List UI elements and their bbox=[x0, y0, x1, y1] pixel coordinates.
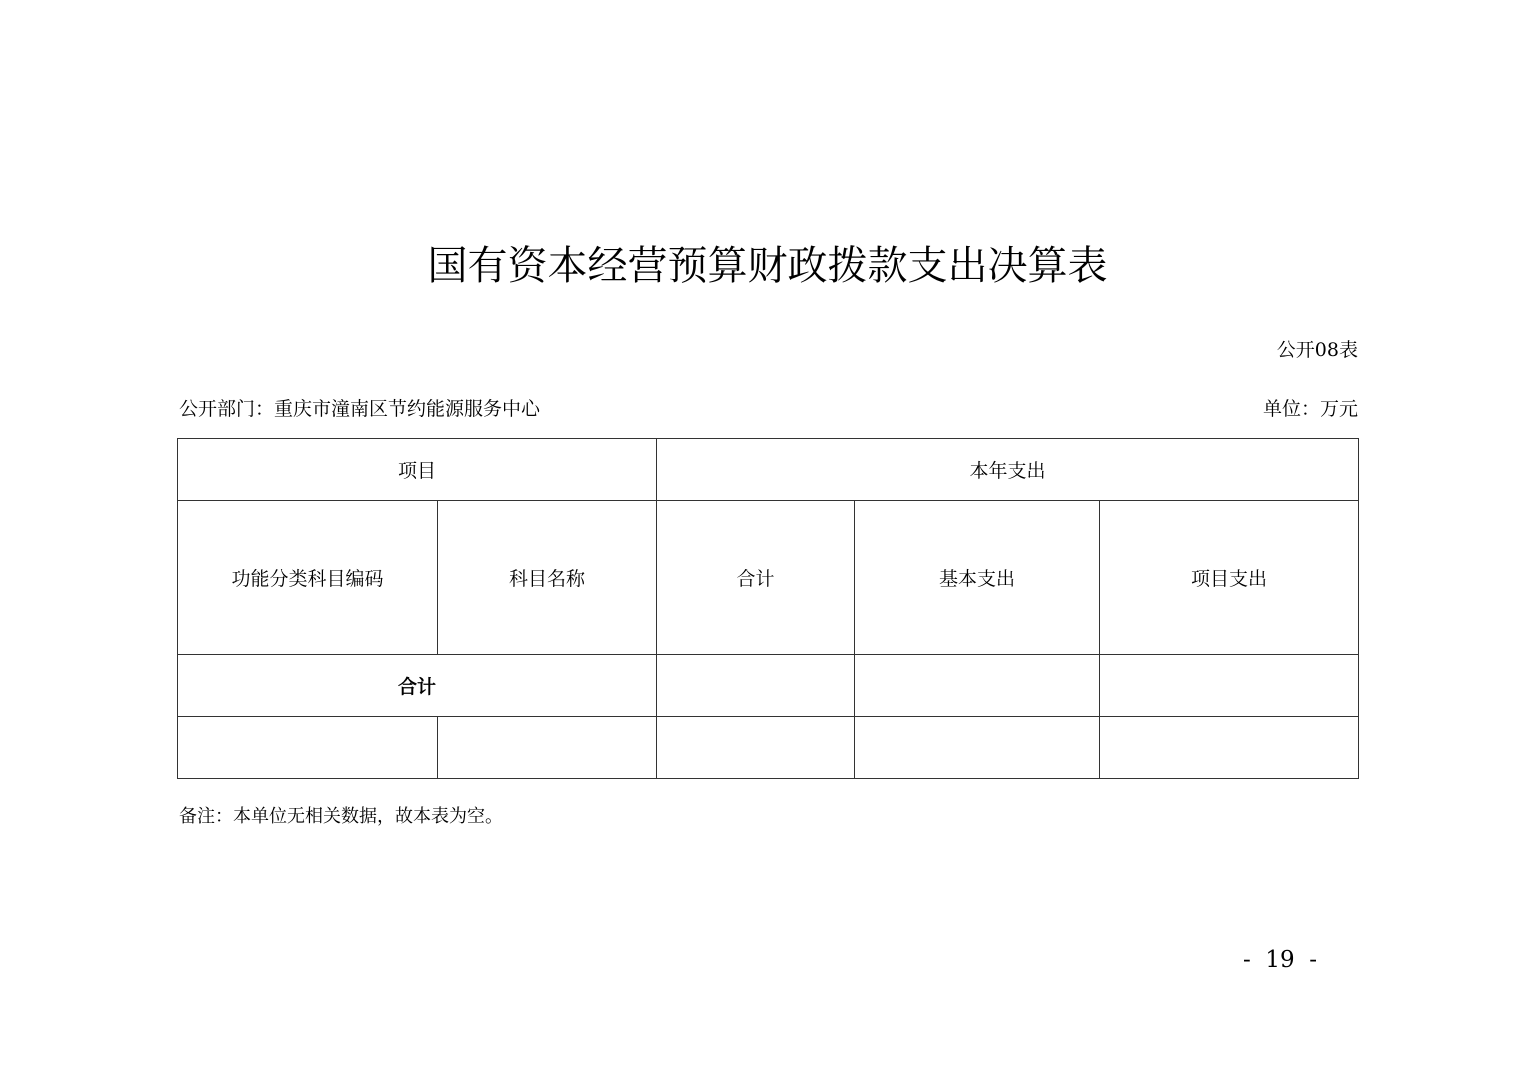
unit-label: 单位：万元 bbox=[1262, 398, 1358, 420]
table-cell bbox=[657, 717, 855, 779]
header-item-cell: 项目 bbox=[178, 439, 657, 501]
table-cell bbox=[855, 717, 1100, 779]
document-title: 国有资本经营预算财政拨款支出决算表 bbox=[427, 243, 1108, 289]
column-header: 功能分类科目编码 bbox=[178, 501, 438, 655]
total-cell bbox=[855, 655, 1100, 717]
expenditure-table bbox=[177, 438, 1359, 779]
table-cell bbox=[178, 717, 438, 779]
total-cell bbox=[1100, 655, 1359, 717]
column-header: 基本支出 bbox=[855, 501, 1100, 655]
column-header: 科目名称 bbox=[438, 501, 657, 655]
total-label-cell: 合计 bbox=[178, 655, 657, 717]
column-header: 合计 bbox=[657, 501, 855, 655]
form-label-prefix: 公开 bbox=[1276, 339, 1315, 361]
page-number: - 19 - bbox=[1243, 947, 1318, 973]
footnote: 备注：本单位无相关数据，故本表为空。 bbox=[179, 806, 503, 827]
table-cell bbox=[438, 717, 657, 779]
department-label: 公开部门：重庆市潼南区节约能源服务中心 bbox=[179, 398, 541, 420]
table-cell bbox=[1100, 717, 1359, 779]
form-label-suffix: 表 bbox=[1338, 339, 1358, 361]
table-header-row bbox=[178, 439, 1359, 501]
table-subheader-row bbox=[178, 501, 1359, 655]
table-row bbox=[178, 717, 1359, 779]
form-label-number: 08 bbox=[1314, 339, 1339, 361]
column-header: 项目支出 bbox=[1100, 501, 1359, 655]
total-row bbox=[178, 655, 1359, 717]
total-cell bbox=[657, 655, 855, 717]
form-number-label bbox=[1277, 337, 1358, 363]
header-current-year-cell: 本年支出 bbox=[657, 439, 1359, 501]
